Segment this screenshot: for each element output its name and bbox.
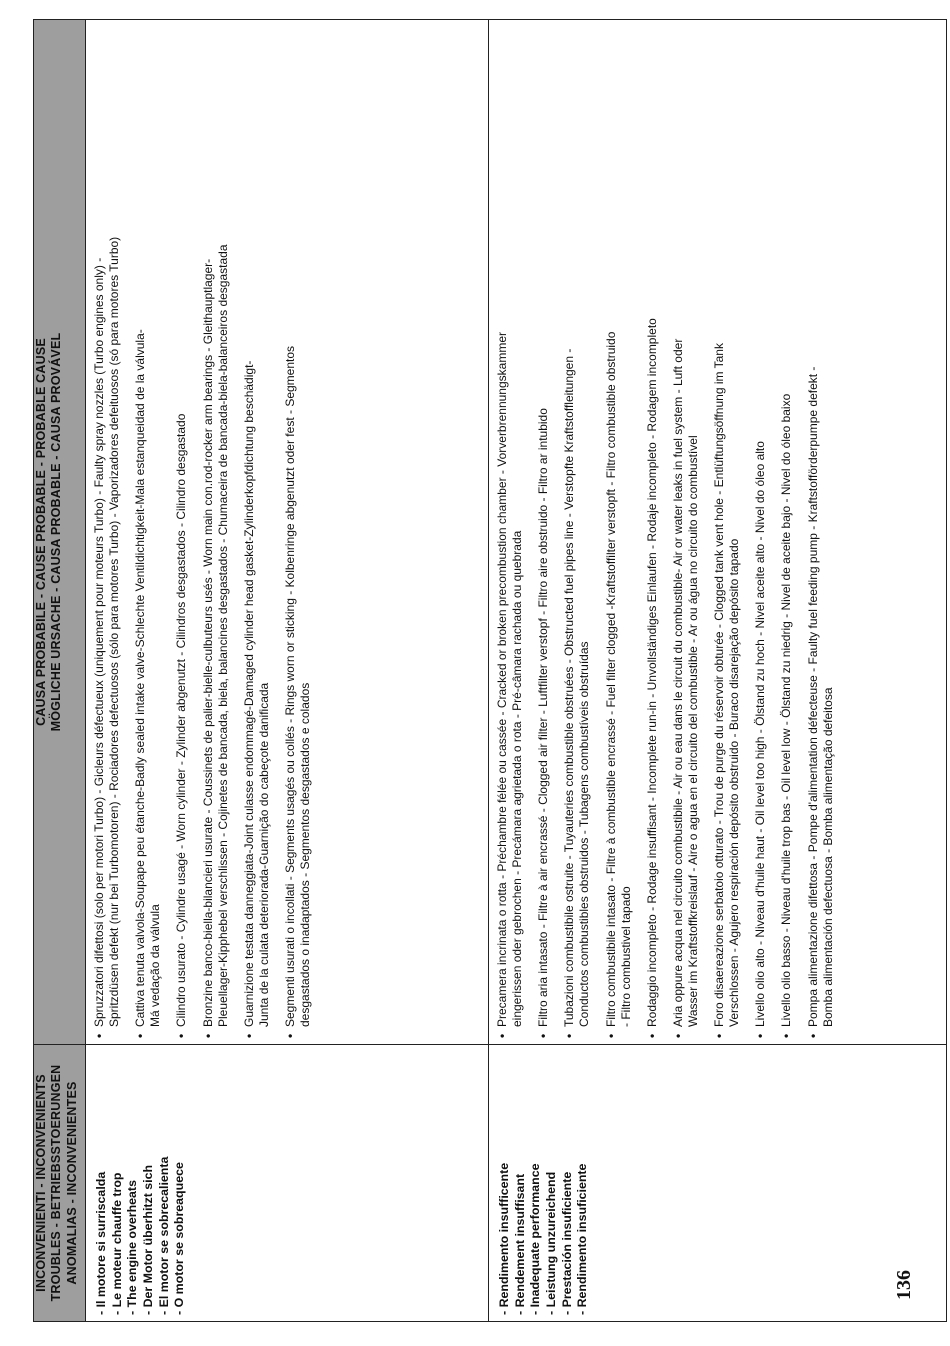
cause-line: • Segmenti usurati o incollati - Segments usagés ou collés - Rings worn or sticking - Kolbenringe abgenutzt oder fest - Segmentos xyxy=(282,345,297,1027)
cause-item xyxy=(562,28,592,1038)
symptom-item: - Prestación insuficiente xyxy=(559,1171,574,1315)
cause-item xyxy=(712,28,742,1038)
cause-item xyxy=(133,28,163,1038)
troubleshooting-table xyxy=(33,19,947,1322)
symptom-item: - El motor se sobrecalienta xyxy=(156,1156,171,1315)
cause-line: Conductos combustibles obstruidos - Tubagens combustíveis obstruídas xyxy=(577,641,592,1027)
cause-line: Spritzdüsen defekt (nur bei Turbomotoren) - Rociadores defectuosos (sólo para motores Turbo) - Vaporizadores defeituosos (só para motores Turbo) xyxy=(107,236,122,1027)
symptom-item: - Le moteur chauffe trop xyxy=(109,1172,124,1315)
symptom-item: - Rendement insuffisant xyxy=(512,1173,527,1315)
symptom-item: - Il motore si surriscalda xyxy=(94,1171,108,1315)
table-header-row xyxy=(34,20,86,1322)
symptom-item: - Inadequate performance xyxy=(528,1163,543,1315)
symptom-item: - The engine overheats xyxy=(125,1180,140,1315)
symptom-list xyxy=(489,1045,591,1321)
cause-item xyxy=(92,28,122,1038)
cause-item xyxy=(645,28,660,1038)
header-troubles xyxy=(34,1045,86,1322)
cause-line: desgastados o inadaptados - Segmentos desgastados e colados xyxy=(298,682,313,1027)
table-row-overheating xyxy=(86,20,489,1322)
symptom-item: - O motor se sobreaquece xyxy=(172,1162,187,1315)
symptom-item: - Leistung unzureichend xyxy=(543,1171,558,1315)
cause-line: eingerissen oder gebrochen - Precámara agrietada o rota - Pré-câmara rachada ou quebrada xyxy=(510,530,525,1027)
cause-line: • Precamera incrinata o rotta - Préchambre félée ou cassée - Cracked or broken precombustion chamber - Vorverbrennungskammer xyxy=(495,332,509,1027)
causes-cell xyxy=(86,20,489,1045)
header-cause-line: MÖGLICHE URSACHE - CAUSA PROBABLE - CAUSA PROVÁVEL xyxy=(49,332,64,732)
cause-item xyxy=(779,28,794,1038)
cause-item xyxy=(283,28,313,1038)
header-troubles-line: TROUBLES - BETRIEBSSTOERUNGEN xyxy=(49,1064,64,1302)
table-row-performance xyxy=(489,20,947,1322)
cause-line: Verschlossen - Agujero respiración depósito obstruido - Buraco disarejação depósito tapado xyxy=(727,538,742,1027)
symptom-item: - Rendimento insuficiente xyxy=(575,1163,590,1315)
cause-line: • Foro disaereazione serbatoio otturato - Trou de purge du réservoir obturée - Clogged tank vent hole - Entlüftungsöffnung im Tank xyxy=(712,343,727,1027)
cause-line: • Rodaggio incompleto - Rodage insuffisant - Incomplete run-in - Unvollständiges Einlaufen - Rodaje incompleto - Rodagem incompleto xyxy=(644,318,659,1027)
cause-list xyxy=(86,20,313,1044)
cause-line: • Spruzzatori difettosi (solo per motori Turbo) - Gicleurs défectueux (uniquement pour moteurs Turbo) - Faulty spray nozzles (Turbo engines only) - xyxy=(92,257,106,1027)
cause-line: • Tubazioni combustibile ostruite - Tuyauteries combustible obstruées - Obstructed fuel pipes line - Verstopfte Kraftstoffleitungen - xyxy=(562,348,577,1027)
rotated-table-container xyxy=(33,20,946,1322)
cause-line: • Aria oppure acqua nel circuito combustibile - Air ou eau dans le circuit du combustible- Air or water leaks in fuel system - Luft oder xyxy=(670,338,685,1027)
cause-line: Má vedação da válvula xyxy=(148,904,163,1027)
cause-item xyxy=(671,28,701,1038)
causes-cell xyxy=(489,20,947,1045)
symptom-item: - Der Motor überhitzt sich xyxy=(140,1164,155,1315)
symptoms-cell xyxy=(86,1045,489,1322)
cause-item xyxy=(536,28,551,1038)
cause-line: • Cattiva tenuta valvola-Soupape peu étanche-Badly sealed intake valve-Schlechte Ventildichtigkeit-Mala estanqueidad de la válvula- xyxy=(133,329,148,1027)
cause-line: • Livello olio alto - Niveau d'huile haut - Oil level too high - Ölstand zu hoch - Nivel aceite alto - Nivel do óleo alto xyxy=(753,441,768,1027)
header-probable-cause xyxy=(34,20,86,1045)
cause-line: - Filtro combustivel tapado xyxy=(618,886,633,1027)
header-troubles-line: INCONVENIENTI - INCONVENIENTS xyxy=(34,1074,48,1292)
cause-line: Bomba alimentación defectuosa - Bomba alimentação defeitosa xyxy=(820,687,835,1027)
cause-item xyxy=(604,28,634,1038)
cause-line: Junta de la culata deteriorada-Guarnição do cabeçote danificada xyxy=(256,682,271,1027)
cause-line: Wasser im Kraftstoffkreislauf - Aire o agua en el circuito del combustible - Ar ou água no circuito do combustível xyxy=(685,435,700,1027)
symptom-item: - Rendimento insufficente xyxy=(497,1162,511,1315)
cause-item xyxy=(753,28,768,1038)
cause-list xyxy=(489,20,836,1044)
cause-item xyxy=(806,28,836,1038)
page-number: 136 xyxy=(893,1270,915,1300)
cause-item xyxy=(495,28,525,1038)
cause-line: • Filtro aria intasato - Filtre à air encrassé - Clogged air filter - Luftfilter verstopf - Filtro aire obstruido - Filtro ar intubido xyxy=(536,408,551,1027)
header-troubles-line: ANOMALIAS - INCONVENIENTES xyxy=(64,1081,79,1285)
symptom-list xyxy=(86,1045,188,1321)
cause-line: • Bronzine banco-biella-bilancieri usurate - Coussinets de palier-bielle-culbuteurs usés - Worn main con.rod-rocker arm bearings - Gleithauptlager- xyxy=(200,258,215,1027)
cause-item xyxy=(201,28,231,1038)
cause-line: • Filtro combustibile intasato - Filtre à combustible encrassé - Fuel filter clogged -Kraftstoffilter verstopft - Filtro combustible obstruido xyxy=(603,331,618,1027)
cause-line: • Livello olio basso - Niveau d'huile trop bas - Oil level low - Ölstand zu niedrig - Nivel de aceite bajo - Nivel do óleo baixo xyxy=(779,393,794,1027)
cause-line: • Guarnizione testata danneggiata-Joint culasse endommagé-Damaged cylinder head gasket-Zylinderkopfdichtung beschädigt- xyxy=(241,360,256,1027)
cause-line: Pleuellager-Kipphebel verschlissen - Cojinetes de bancada, biela, balancines desgastados - Chumaceira de bancada-biela-balanceiros desgastada xyxy=(215,244,230,1027)
cause-line: • Pompa alimentazione difettosa - Pompe d'alimentation défecteuse - Faulty fuel feeding pump - Kraftstofförderpumpe defekt - xyxy=(805,366,820,1027)
header-cause-line: CAUSA PROBABILE - CAUSE PROBABLE - PROBABLE CAUSE xyxy=(34,338,48,726)
cause-line: • Cilindro usurato - Cylindre usagé - Worn cylinder - Zylinder abgenutzt - Cilindros desgastados - Cilindro desgastado xyxy=(174,413,189,1027)
symptoms-cell xyxy=(489,1045,947,1322)
cause-item xyxy=(242,28,272,1038)
cause-item xyxy=(174,28,189,1038)
